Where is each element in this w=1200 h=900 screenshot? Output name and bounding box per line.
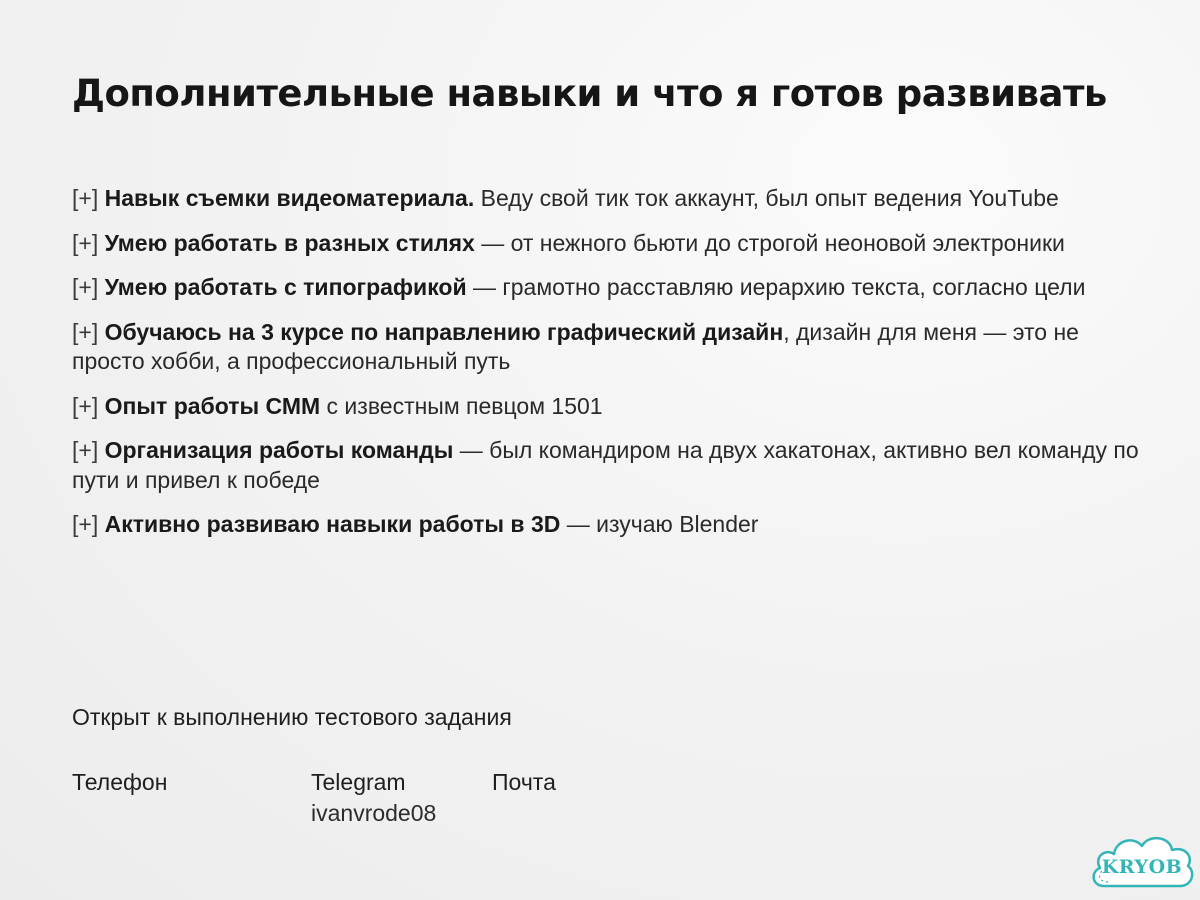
skill-description: — изучаю Blender [560, 511, 759, 537]
contact-telegram [311, 767, 436, 829]
skill-description: с известным певцом 1501 [320, 392, 603, 419]
contact-phone-label: Телефон [72, 769, 168, 795]
skill-item-education [72, 318, 1142, 377]
test-task-note: Открыт к выполнению тестового задания [72, 704, 512, 730]
plus-marker: [+] [72, 229, 99, 256]
skill-description: Веду свой тик ток аккаунт, был опыт ведения YouTube [474, 185, 1059, 211]
page-title: Дополнительные навыки и что я готов развивать [72, 72, 1107, 115]
plus-marker: [+] [72, 185, 99, 211]
contact-email-label: Почта [492, 769, 556, 795]
skill-description: , дизайн для меня — это не просто хобби, а профессиональный путь [72, 318, 1079, 374]
skill-description: — грамотно расставляю иерархию текста, согласно цели [466, 274, 1086, 300]
plus-marker: [+] [72, 274, 99, 300]
skill-description: — от нежного бьюти до строгой неоновой электроники [474, 229, 1065, 256]
contact-phone [72, 767, 167, 798]
plus-marker: [+] [72, 511, 99, 537]
skill-item-video [72, 184, 1142, 214]
skill-bold-text: Опыт работы СММ [104, 392, 321, 419]
skill-bold-text: Умею работать в разных стилях [104, 229, 475, 256]
skill-bold-text: Обучаюсь на 3 курсе по направлению графический дизайн [104, 318, 784, 345]
contact-telegram-label: Telegram [311, 769, 406, 795]
skills-list [72, 184, 1142, 555]
skill-item-smm [72, 392, 1142, 422]
plus-marker: [+] [72, 392, 99, 419]
plus-marker: [+] [72, 318, 99, 345]
skill-bold-text: Навык съемки видеоматериала. [104, 185, 475, 211]
skill-item-typography [72, 273, 1142, 303]
skill-item-team [72, 436, 1142, 495]
skill-bold-text: Активно развиваю навыки работы в 3D [104, 511, 561, 537]
skill-bold-text: Организация работы команды [104, 437, 454, 463]
contact-telegram-value[interactable]: ivanvrode08 [311, 800, 437, 826]
skill-item-3d [72, 510, 1142, 540]
skill-item-styles [72, 229, 1142, 259]
logo-text: KRYOB [1101, 856, 1183, 878]
contact-email [492, 767, 556, 798]
cloud-logo-icon [1086, 828, 1198, 898]
plus-marker: [+] [72, 437, 99, 463]
skill-description: — был командиром на двух хакатонах, активно вел команду по пути и привел к победе [72, 437, 1139, 493]
skill-bold-text: Умею работать с типографикой [104, 274, 467, 300]
